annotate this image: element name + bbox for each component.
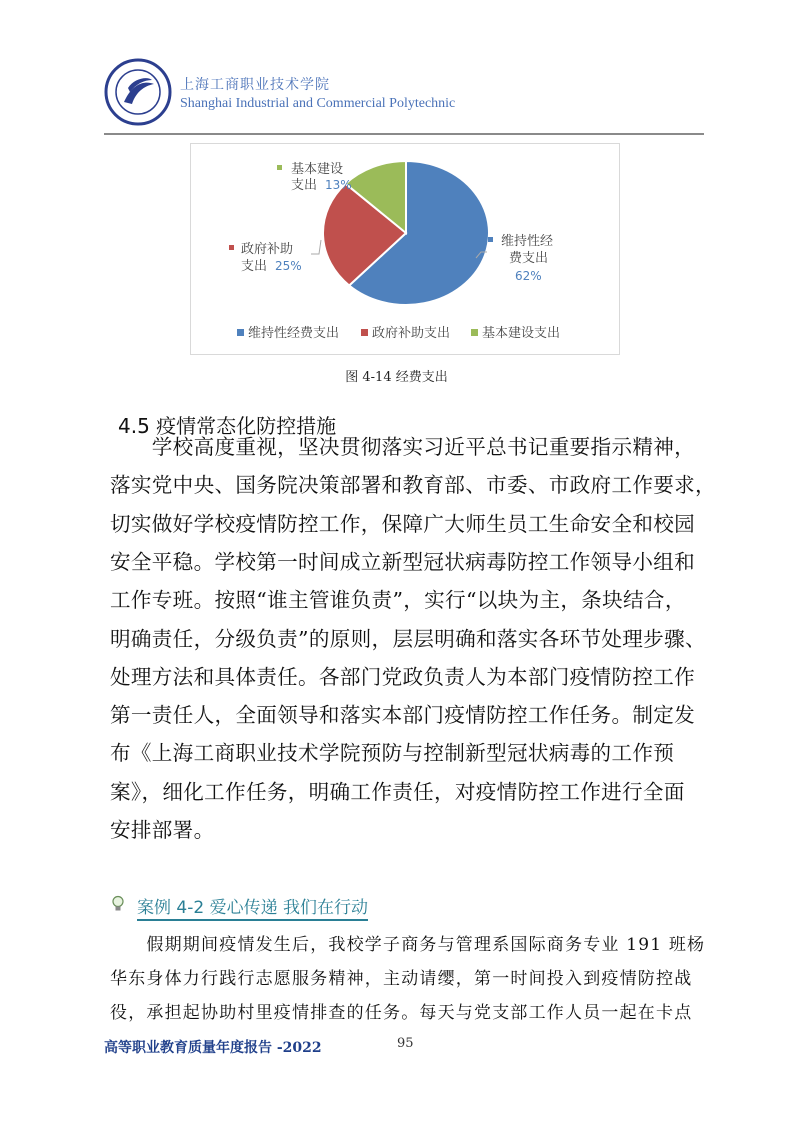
school-logo	[104, 58, 172, 126]
paragraph-line: 明确责任，分级负责”的原则，层层明确和落实各环节处理步骤、	[110, 626, 706, 651]
paragraph-line: 切实做好学校疫情防控工作，保障广大师生员工生命安全和校园	[110, 511, 696, 536]
school-name-cn: 上海工商职业技术学院	[180, 77, 330, 93]
legend	[237, 325, 560, 341]
header-divider	[104, 133, 704, 135]
pie-chart	[190, 143, 620, 355]
paragraph-line: 安排部署。	[110, 818, 215, 842]
school-name-en: Shanghai Industrial and Commercial Polytechnic	[180, 96, 456, 111]
page-number: 95	[397, 1036, 414, 1051]
legend-item: 基本建设支出	[482, 326, 561, 341]
label-marker	[488, 237, 493, 242]
paragraph-line: 学校高度重视，坚决贯彻落实习近平总书记重要指示精神，	[110, 435, 696, 459]
slice-label: 维持性经	[501, 234, 554, 249]
slice-pct: 13%	[325, 178, 352, 192]
footer-report-title: 高等职业教育质量年度报告 -2022	[104, 1040, 322, 1056]
paragraph-line: 安全平稳。学校第一时间成立新型冠状病毒防控工作领导小组和	[110, 549, 696, 574]
label-marker	[229, 245, 234, 250]
slice-label: 费支出	[509, 251, 549, 266]
pie-svg	[191, 144, 621, 356]
case-title-link[interactable]: 案例 4-2 爱心传递 我们在行动	[137, 893, 368, 921]
legend-item: 维持性经费支出	[248, 326, 340, 341]
paragraph-line: 落实党中央、国务院决策部署和教育部、市委、市政府工作要求，	[110, 473, 716, 498]
paragraph-line: 第一责任人，全面领导和落实本部门疫情防控工作任务。制定发	[110, 703, 696, 728]
slice-pct: 25%	[275, 259, 302, 273]
leader-line	[311, 240, 321, 254]
paragraph-line: 布《上海工商职业技术学院预防与控制新型冠状病毒的工作预	[110, 741, 675, 766]
figure-caption: 图 4-14 经费支出	[345, 370, 448, 385]
case-line: 华东身体力行践行志愿服务精神，主动请缨，第一时间投入到疫情防控战	[110, 969, 693, 989]
paragraph-line: 工作专班。按照“谁主管谁负责”，实行“以块为主，条块结合，	[110, 588, 686, 613]
slice-label: 支出	[291, 178, 318, 193]
slice-pct: 62%	[515, 269, 542, 283]
label-marker	[277, 165, 282, 170]
slice-label: 政府补助	[241, 242, 294, 257]
case-line: 役，承担起协助村里疫情排查的任务。每天与党支部工作人员一起在卡点	[110, 1003, 693, 1023]
lightbulb-icon	[111, 895, 125, 913]
paragraph-line: 案》，细化工作任务，明确工作责任，对疫情防控工作进行全面	[110, 779, 685, 804]
section-heading: 4.5 疫情常态化防控措施	[118, 414, 337, 438]
case-line: 假期期间疫情发生后，我校学子商务与管理系国际商务专业 191 班杨	[110, 935, 706, 955]
slice-label: 基本建设	[291, 162, 344, 177]
slice-label: 支出	[241, 259, 268, 274]
legend-item: 政府补助支出	[372, 326, 451, 341]
paragraph-line: 处理方法和具体责任。各部门党政负责人为本部门疫情防控工作	[110, 664, 696, 689]
